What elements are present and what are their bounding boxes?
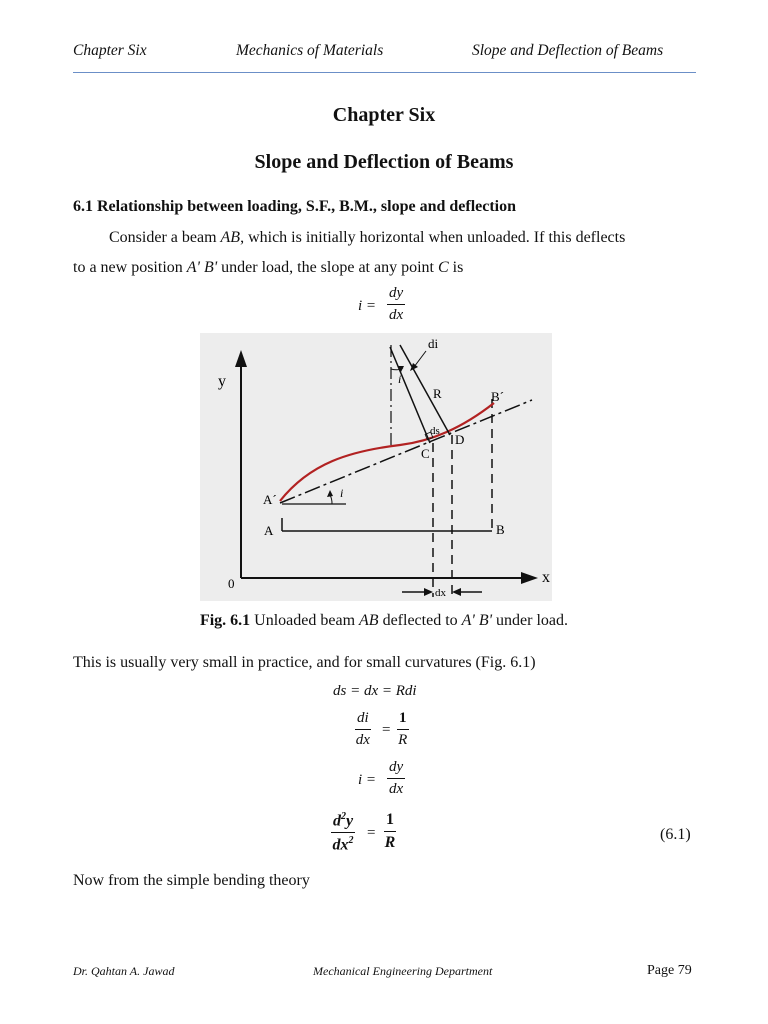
figure-caption — [0, 612, 768, 630]
eq-i-num: dy — [387, 760, 405, 779]
para-text: to a new position — [73, 259, 187, 276]
label-b-prime: B´ — [491, 389, 504, 404]
paragraph-small-curvature: This is usually very small in practice, and for small curvatures (Fig. 6.1) — [73, 654, 536, 671]
label-a: A — [264, 523, 274, 538]
header-course: Mechanics of Materials — [236, 42, 384, 59]
eq-main-equals: = — [367, 825, 376, 841]
eq-main-lhs-fraction — [331, 812, 355, 854]
caption-text: under load. — [492, 612, 569, 629]
eq-i-den: dx — [389, 781, 404, 797]
para-text: Consider a beam — [109, 229, 221, 246]
chapter-subtitle: Slope and Deflection of Beams — [254, 151, 514, 173]
label-di: di — [428, 336, 439, 351]
section-heading: 6.1 Relationship between loading, S.F., B.M., slope and deflection — [73, 198, 517, 215]
label-d: D — [455, 432, 465, 447]
caption-label: Fig. 6.1 — [199, 612, 251, 629]
eq-di-rhs-fraction — [397, 711, 409, 748]
eq-main-num-sup: 2 — [341, 811, 346, 822]
eq-main-d: d — [333, 812, 341, 830]
eq-i-lhs: i = — [358, 772, 377, 788]
chapter-title: Chapter Six — [332, 104, 436, 126]
eq-slope-fraction — [387, 286, 405, 323]
label-r: R — [433, 386, 442, 401]
para-text: , which is initially horizontal when unloaded. If this deflects — [240, 229, 626, 246]
eq-di-num: di — [355, 711, 371, 730]
para-point-c: C — [438, 259, 449, 276]
label-i-bottom: i — [340, 486, 344, 500]
footer-department: Mechanical Engineering Department — [313, 964, 493, 978]
para-beam-ab-prime: A' B' — [186, 259, 218, 276]
eq-main-rhs-num: 1 — [384, 812, 396, 832]
label-origin: 0 — [228, 576, 235, 591]
caption-ab: AB — [359, 612, 379, 629]
eq-di-rhs-num: 1 — [397, 711, 409, 730]
figure-background — [200, 333, 552, 601]
eq-slope-num: dy — [387, 286, 405, 305]
caption-ab-prime: A' B' — [461, 612, 493, 629]
caption-text: deflected to — [378, 612, 462, 629]
header-chapter: Chapter Six — [73, 42, 147, 59]
label-i-top: i — [398, 372, 402, 386]
label-dx: dx — [435, 587, 446, 599]
eq-di-rhs-den: R — [398, 732, 408, 748]
eq-main-num — [331, 812, 355, 833]
header-rule — [73, 72, 696, 73]
header-topic: Slope and Deflection of Beams — [472, 42, 664, 59]
eq-main-y: y — [346, 812, 354, 830]
eq-ds: ds = dx = Rdi — [333, 683, 417, 699]
label-y-axis: y — [218, 373, 226, 390]
eq-main-rhs-den: R — [384, 834, 396, 851]
footer-author: Dr. Qahtan A. Jawad — [73, 964, 175, 978]
eq-main-den-sup: 2 — [348, 835, 354, 847]
eq-di-den: dx — [355, 732, 370, 748]
eq-i-fraction — [387, 760, 405, 797]
footer-page-number: Page 79 — [647, 963, 692, 978]
para-text: under load, the slope at any point — [217, 259, 438, 276]
label-a-prime: A´ — [263, 492, 277, 507]
eq-main-rhs-fraction — [384, 812, 396, 851]
eq-di-equals: = — [382, 722, 391, 738]
eq-main-den — [333, 833, 354, 853]
eq-di-fraction — [355, 711, 371, 748]
label-c: C — [421, 446, 430, 461]
label-x-axis: x — [542, 569, 550, 586]
paragraph-intro — [73, 223, 696, 283]
eq-slope-den: dx — [389, 307, 404, 323]
para-beam-ab: AB — [220, 229, 241, 246]
eq-slope-lhs: i = — [358, 298, 377, 314]
para-text: is — [448, 259, 464, 276]
caption-text: Unloaded beam — [250, 612, 360, 629]
equation-number: (6.1) — [660, 826, 691, 843]
eq-main-dx: dx — [332, 836, 349, 854]
label-b: B — [496, 522, 505, 537]
label-ds: ds — [430, 425, 440, 437]
paragraph-bending-theory: Now from the simple bending theory — [73, 872, 310, 889]
beam-deflection-figure — [200, 333, 560, 603]
